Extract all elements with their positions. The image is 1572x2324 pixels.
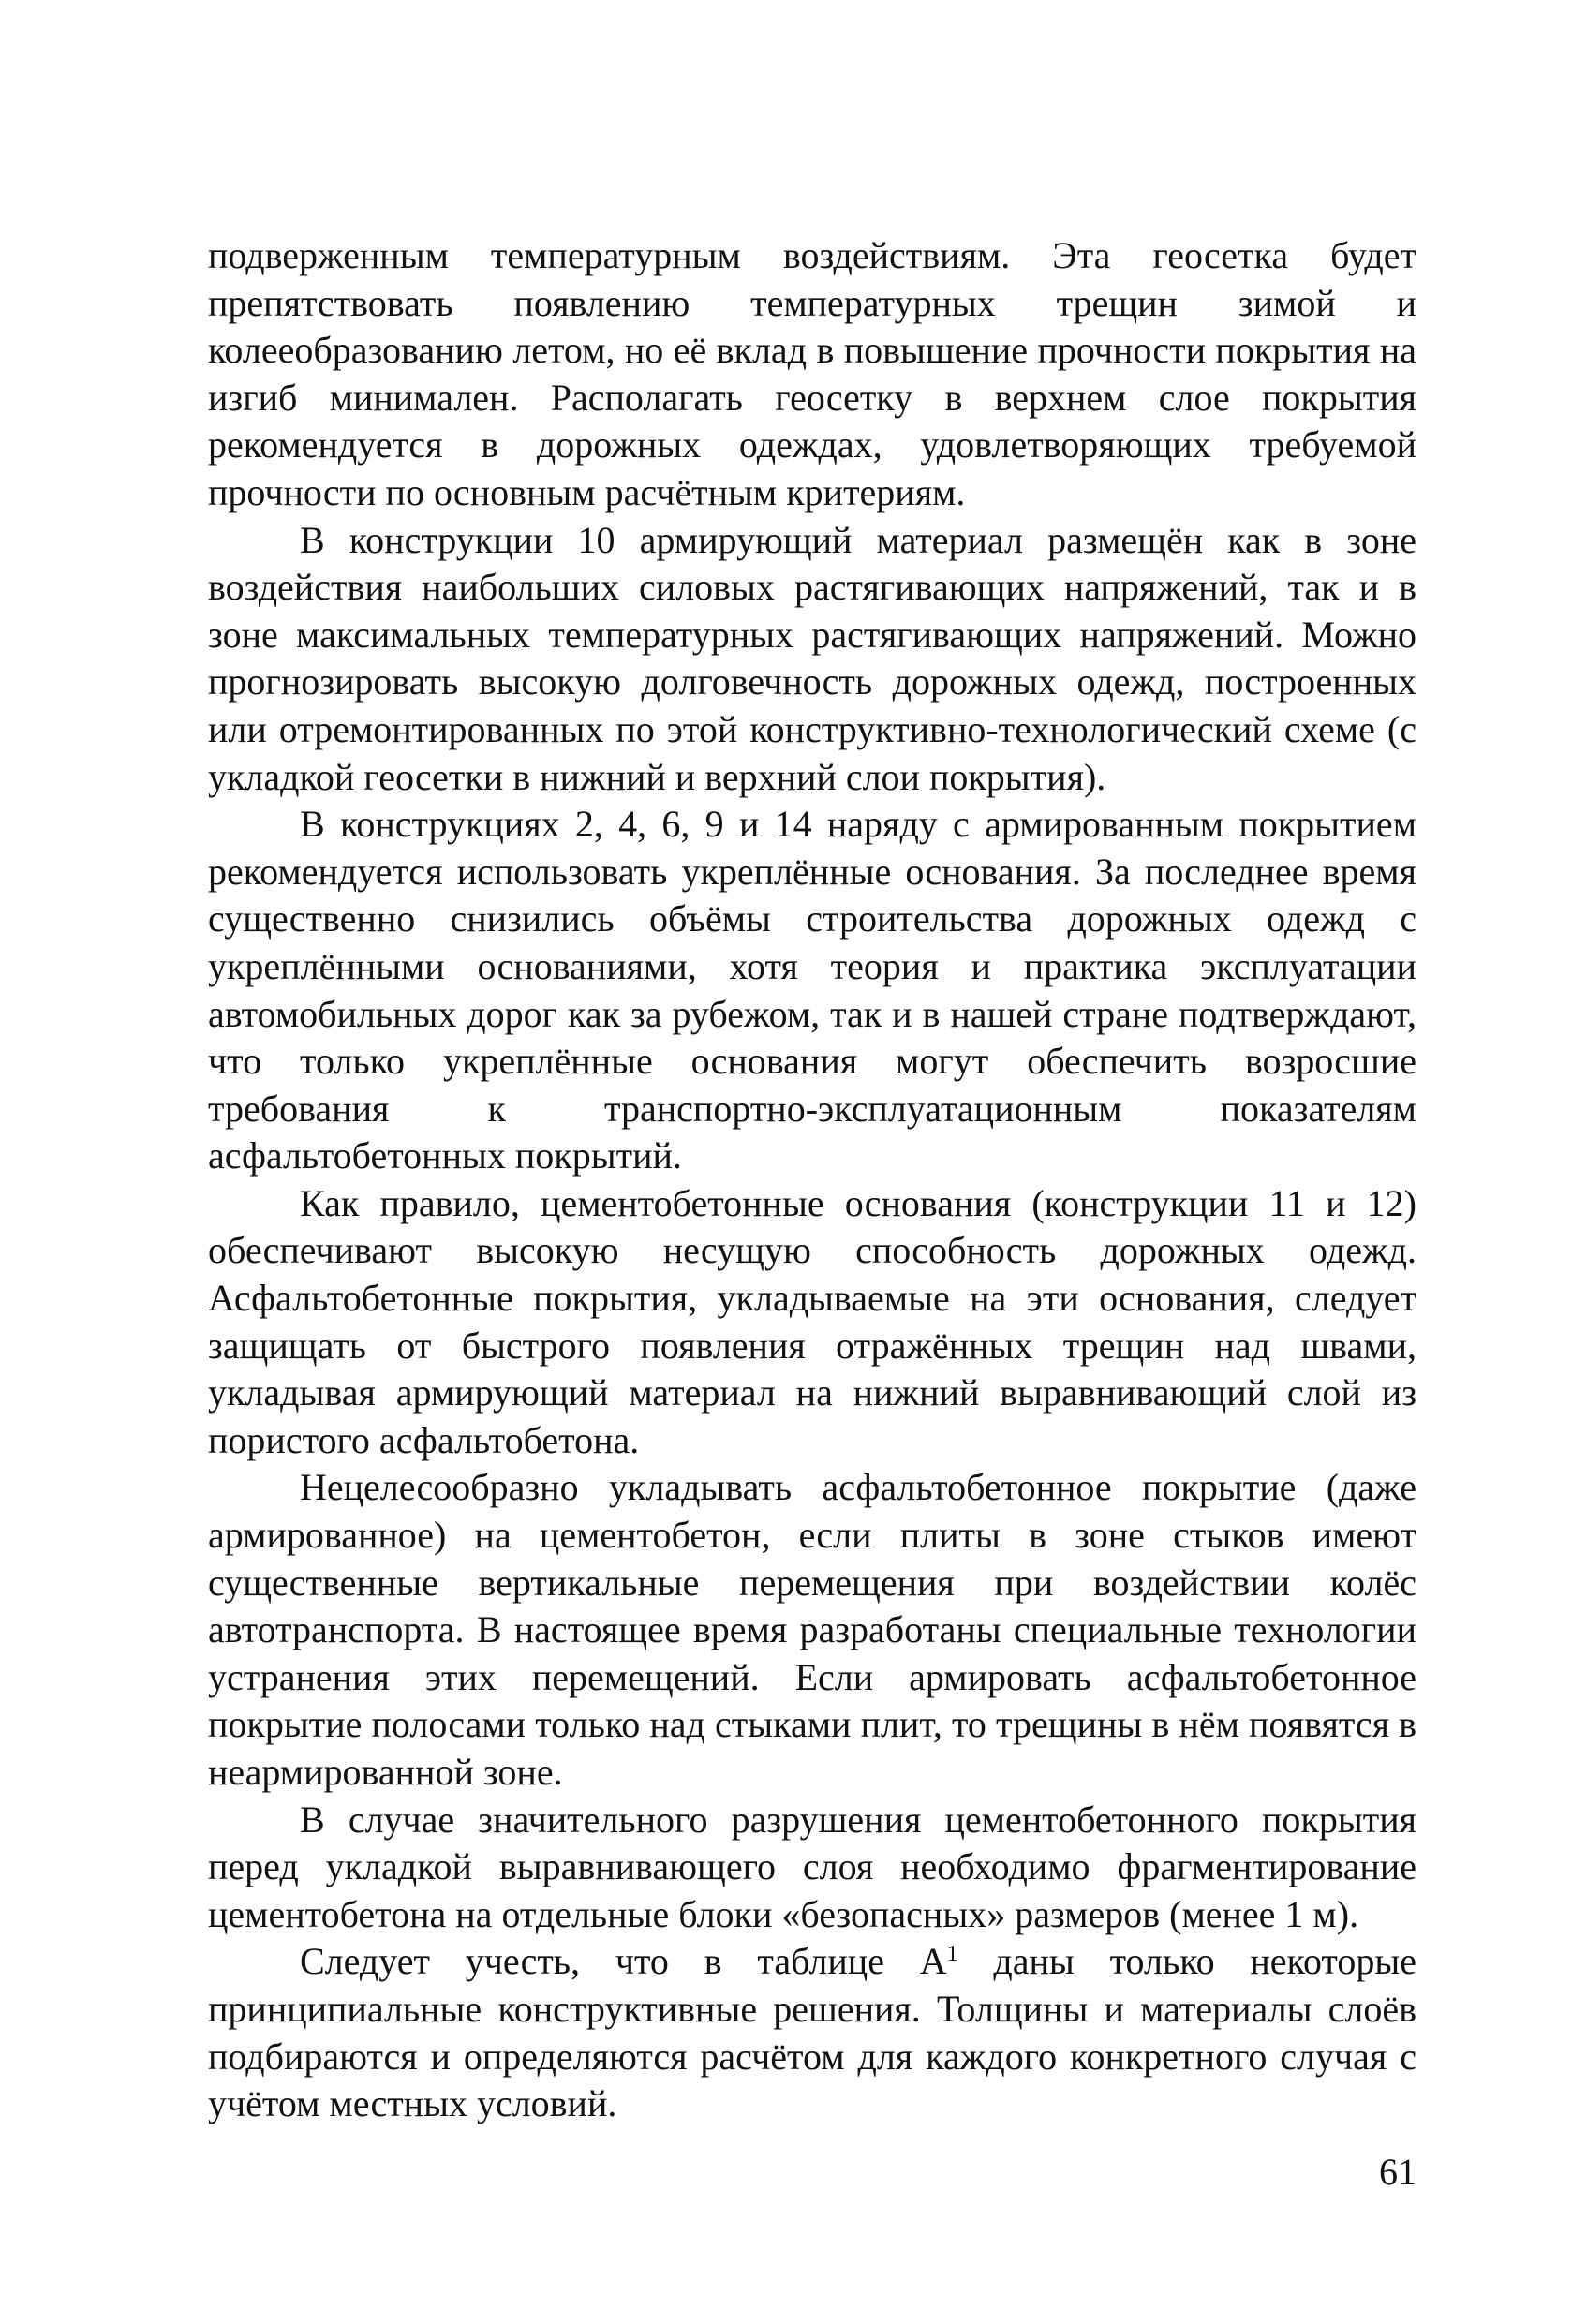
- page-number: 61: [1379, 2151, 1416, 2193]
- paragraph-4: Как правило, цементобетонные основания (конструкции 11 и 12) обеспечивают высокую несущую способность дорожных одежд. Асфальтобетонные покрытия, укладываемые на эти основания, следует защищать от быстрого появления отражённых трещин над швами, укладывая армирующий материал на нижний выравнивающий слой из пористого асфальтобетона.: [208, 1181, 1416, 1461]
- paragraph-2: В конструкции 10 армирующий материал размещён как в зоне воздействия наибольших силовых растягивающих напряжений, так и в зоне максимальных температурных растягивающих напряжений. Можно прогнозировать высокую долговечность дорожных одежд, построенных или отремонтированных по этой конструктивно-технологический схеме (с укладкой геосетки в нижний и верхний слои покрытия).: [208, 518, 1416, 798]
- footnote-reference: 1: [946, 1942, 958, 1967]
- paragraph-6: В случае значительного разрушения цементобетонного покрытия перед укладкой выравнивающего слоя необходимо фрагментирование цементобетона на отдельные блоки «безопасных» размеров (менее 1 м).: [208, 1798, 1416, 1935]
- paragraph-5: Нецелесообразно укладывать асфальтобетонное покрытие (даже армированное) на цементобетон, если плиты в зоне стыков имеют существенные вертикальные перемещения при воздействии колёс автотранспорта. В настоящее время разработаны специальные технологии устранения этих перемещений. Если армировать асфальтобетонное покрытие полосами только над стыками плит, то трещины в нём появятся в неармированной зоне.: [208, 1466, 1416, 1793]
- paragraph-7-start: Следует учесть, что в таблице А: [300, 1940, 947, 1983]
- page-body: [208, 232, 1416, 2128]
- paragraph-3: В конструкциях 2, 4, 6, 9 и 14 наряду с армированным покрытием рекомендуется использовать укреплённые основания. За последнее время существенно снизились объёмы строительства дорожных одежд с укреплёнными основаниями, хотя теория и практика эксплуатации автомобильных дорог как за рубежом, так и в нашей стране подтверждают, что только укреплённые основания могут обеспечить возросшие требования к транспортно-эксплуатационным показателям асфальтобетонных покрытий.: [208, 803, 1416, 1177]
- paragraph-7: [208, 1938, 1416, 2127]
- paragraph-1: подверженным температурным воздействиям. Эта геосетка будет препятствовать появлению температурных трещин зимой и колееобразованию летом, но её вклад в повышение прочности покрытия на изгиб минимален. Располагать геосетку в верхнем слое покрытия рекомендуется в дорожных одеждах, удовлетворяющих требуемой прочности по основным расчётным критериям.: [208, 234, 1416, 513]
- paragraph-7-end: даны только некоторые принципиальные конструктивные решения. Толщины и материалы слоёв подбираются и определяются расчётом для каждого конкретного случая с учётом местных условий.: [208, 1940, 1416, 2125]
